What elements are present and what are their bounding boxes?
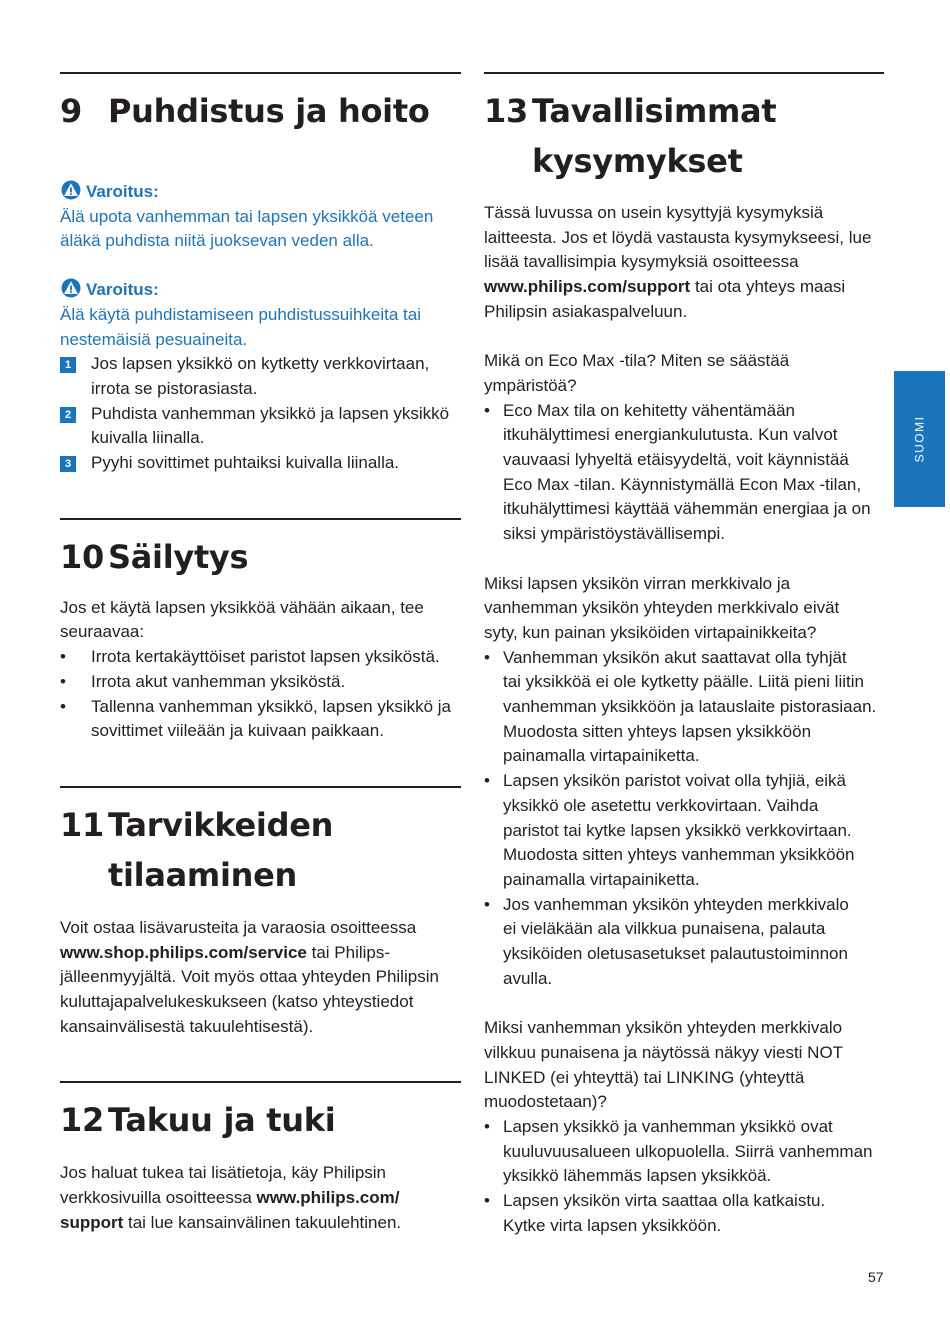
paragraph-line: seuraavaa: (60, 622, 145, 642)
paragraph-line: Voit ostaa lisävarusteita ja varaosia osoitteessa (60, 917, 417, 937)
list-item (60, 695, 461, 744)
paragraph-line: laitteesta. Jos et löydä vastausta kysymykseesi, lue (484, 227, 872, 247)
answer-line: tai yksikköä ei ole kytketty päälle. Liitä pieni liitin (503, 672, 864, 692)
answer-line: yksiköiden oletusasetukset palautustoiminnon (503, 944, 848, 964)
section-12-heading (60, 1095, 461, 1145)
faq-answer (484, 646, 884, 770)
step-text-line: Puhdista vanhemman yksikkö ja lapsen yksikkö (91, 403, 450, 423)
answer-line: Eco Max -tilan. Käynnistymällä Econ Max -tilan, (503, 474, 862, 494)
faq-answer-list (484, 399, 884, 547)
warning-icon (60, 180, 82, 200)
section-number: 9 (60, 92, 82, 130)
paragraph-line: Jos haluat tukea tai lisätietoja, käy Philipsin (60, 1163, 387, 1183)
answer-line: vanhemman yksikköön ja latauslaite pistorasiaan. (503, 697, 877, 717)
step-number-badge: 2 (60, 407, 76, 423)
section-13-heading (484, 86, 884, 186)
steps-list (60, 352, 461, 476)
section-title: Puhdistus ja hoito (108, 92, 430, 130)
answer-line: yksikkö lähemmäs lapsen yksikköä. (503, 1166, 772, 1186)
paragraph-text: tai Philips- (306, 942, 391, 962)
step-text-line: irrota se pistorasiasta. (91, 378, 258, 398)
paragraph-line: lisää tavallisimpia kysymyksiä osoitteessa (484, 252, 799, 272)
answer-line: Muodosta sitten yhteys lapsen yksikköön (503, 721, 812, 741)
paragraph-line (60, 941, 461, 966)
faq-item (484, 1016, 884, 1238)
right-column (484, 72, 884, 1238)
paragraph-text: verkkosivuilla osoitteessa (60, 1188, 257, 1208)
warning-icon (60, 278, 82, 298)
section-title: Säilytys (108, 537, 249, 576)
bullet-mark: • (60, 696, 66, 716)
bullet-mark: • (484, 1191, 490, 1211)
warning-text-line: Älä upota vanhemman tai lapsen yksikköä veteen (60, 206, 434, 226)
answer-line: vauvaasi lyhyeltä etäisyydeltä, voit käynnistää (503, 450, 849, 470)
paragraph-line: kuluttajapalvelukeskukseen (katso yhteystiedot (60, 992, 414, 1012)
warning-block (60, 180, 461, 254)
left-column (60, 72, 461, 1236)
faq-question: vilkkuu punaisena ja näytössä näkyy viesti NOT (484, 1042, 844, 1062)
step-text-line: kuivalla liinalla. (91, 428, 205, 448)
answer-line: Lapsen yksikkö ja vanhemman yksikkö ovat (503, 1116, 833, 1136)
paragraph-line (60, 1211, 461, 1236)
faq-answer (484, 399, 884, 547)
bullet-mark: • (484, 400, 490, 420)
answer-line: paristot tai kytke lapsen yksikkö verkkovirtaan. (503, 820, 852, 840)
faq-question: syty, kun painan yksiköiden virtapainikkeita? (484, 622, 817, 642)
list-item-text: Irrota akut vanhemman yksiköstä. (91, 671, 346, 691)
step-text-line: Jos lapsen yksikkö on kytketty verkkovirtaan, (91, 354, 430, 374)
paragraph-line: jälleenmyyjältä. Voit myös ottaa yhteyden Philipsin (60, 967, 439, 987)
step-item (60, 352, 461, 401)
warning-label: Varoitus: (86, 280, 159, 300)
faq-answer (484, 1189, 884, 1238)
faq-question: vanhemman yksikön yhteyden merkkivalo eivät (484, 598, 840, 618)
answer-line: itkuhälyttimesi energiankulutusta. Kun valvot (503, 425, 838, 445)
list-item (60, 645, 461, 670)
answer-line: painamalla virtapainiketta. (503, 746, 700, 766)
faq-answer (484, 769, 884, 893)
bullet-mark: • (60, 647, 66, 667)
answer-line: siksi ympäristöystävällisempi. (503, 524, 725, 544)
section-number: 13 (484, 92, 528, 130)
step-number-badge: 3 (60, 456, 76, 472)
section-title: Tavallisimmat (532, 92, 777, 130)
language-tab (894, 371, 945, 507)
answer-line: avulla. (503, 968, 553, 988)
faq-question: ympäristöä? (484, 375, 577, 395)
paragraph-text: tai lue kansainvälinen takuulehtinen. (123, 1212, 402, 1232)
section-number: 12 (60, 1101, 104, 1140)
warning-block (60, 278, 461, 352)
answer-line: painamalla virtapainiketta. (503, 869, 700, 889)
faq-answer-list (484, 1115, 884, 1239)
paragraph-line: Philipsin asiakaspalveluun. (484, 301, 688, 321)
faq-question: Miksi vanhemman yksikön yhteyden merkkivalo (484, 1018, 843, 1038)
answer-line: itkuhälyttimesi käyttää vähemmän energiaa ja on (503, 499, 871, 519)
bullet-mark: • (484, 894, 490, 914)
warning-text-line: nestemäisiä pesuaineita. (60, 329, 248, 349)
bullet-mark: • (484, 771, 490, 791)
section-rule (60, 518, 461, 520)
warning-heading (60, 180, 461, 205)
list-item (60, 670, 461, 695)
section-rule (60, 1081, 461, 1083)
bullet-list (60, 645, 461, 744)
language-tab-label: SUOMI (912, 415, 927, 463)
warning-text-line: äläkä puhdista niitä juoksevan veden alla. (60, 231, 374, 251)
step-number-badge: 1 (60, 357, 76, 373)
step-item (60, 402, 461, 451)
support-link[interactable]: www.philips.com/support (484, 277, 691, 297)
section-number: 11 (60, 805, 104, 844)
section-10-heading (60, 532, 461, 582)
list-item-text: sovittimet viileään ja kuivaan paikkaan. (91, 721, 384, 741)
section-title-continued: kysymykset (532, 142, 743, 180)
section-rule (60, 786, 461, 788)
answer-line: Vanhemman yksikön akut saattavat olla tyhjät (503, 647, 847, 667)
list-item-text: Irrota kertakäyttöiset paristot lapsen yksiköstä. (91, 647, 440, 667)
bullet-mark: • (484, 1116, 490, 1136)
section-11-heading (60, 800, 461, 900)
warning-text-line: Älä käytä puhdistamiseen puhdistussuihkeita tai (60, 304, 421, 324)
support-link[interactable]: www.philips.com/ (256, 1188, 400, 1208)
answer-line: Eco Max tila on kehitetty vähentämään (503, 400, 795, 420)
faq-answer (484, 893, 884, 992)
bullet-mark: • (484, 647, 490, 667)
section-rule (484, 72, 884, 74)
bullet-mark: • (60, 671, 66, 691)
answer-line: Muodosta sitten yhteys vanhemman yksikköön (503, 845, 855, 865)
faq-question: Mikä on Eco Max -tila? Miten se säästää (484, 351, 790, 371)
section-title: Takuu ja tuki (108, 1101, 336, 1140)
warning-label: Varoitus: (86, 182, 159, 201)
faq-item (484, 349, 884, 547)
answer-line: kuuluvuusalueen ulkopuolella. Siirrä vanhemman (503, 1141, 873, 1161)
faq-question: muodostetaan)? (484, 1092, 607, 1112)
answer-line: Lapsen yksikön virta saattaa olla katkaistu. (503, 1191, 826, 1211)
section-number: 10 (60, 537, 104, 576)
step-text-line: Pyyhi sovittimet puhtaiksi kuivalla liinalla. (91, 453, 400, 473)
answer-line: Lapsen yksikön paristot voivat olla tyhjiä, eikä (503, 771, 847, 791)
answer-line: yksikkö ole asetettu verkkovirtaan. Vaihda (503, 795, 819, 815)
paragraph-line: kansainvälisestä takuulehtisestä). (60, 1016, 314, 1036)
section-9-heading (60, 86, 461, 136)
section-title-continued: tilaaminen (108, 855, 298, 894)
paragraph-line (60, 1186, 461, 1211)
list-item-text: Tallenna vanhemman yksikkö, lapsen yksikkö ja (91, 696, 452, 716)
answer-line: Kytke virta lapsen yksikköön. (503, 1215, 722, 1235)
faq-answer-list (484, 646, 884, 992)
section-rule (60, 72, 461, 74)
paragraph-line (484, 275, 884, 300)
faq-answer (484, 1115, 884, 1189)
paragraph-line: Tässä luvussa on usein kysyttyjä kysymyksiä (484, 203, 824, 222)
faq-item (484, 572, 884, 992)
warning-heading (60, 278, 461, 303)
section-title: Tarvikkeiden (108, 805, 334, 844)
page-number: 57 (868, 1269, 884, 1285)
answer-line: Jos vanhemman yksikön yhteyden merkkivalo (503, 894, 849, 914)
paragraph-line: Jos et käytä lapsen yksikköä vähään aikaan, tee (60, 597, 424, 617)
answer-line: ei vieläkään ala vilkkua punaisena, palauta (503, 919, 826, 939)
paragraph-text: tai ota yhteys maasi (690, 277, 846, 297)
shop-link[interactable]: www.shop.philips.com/service (60, 942, 307, 962)
faq-question: LINKED (ei yhteyttä) tai LINKING (yhteyttä (484, 1067, 805, 1087)
faq-question: Miksi lapsen yksikön virran merkkivalo ja (484, 573, 791, 593)
support-link[interactable]: support (60, 1212, 124, 1232)
step-item (60, 451, 461, 476)
